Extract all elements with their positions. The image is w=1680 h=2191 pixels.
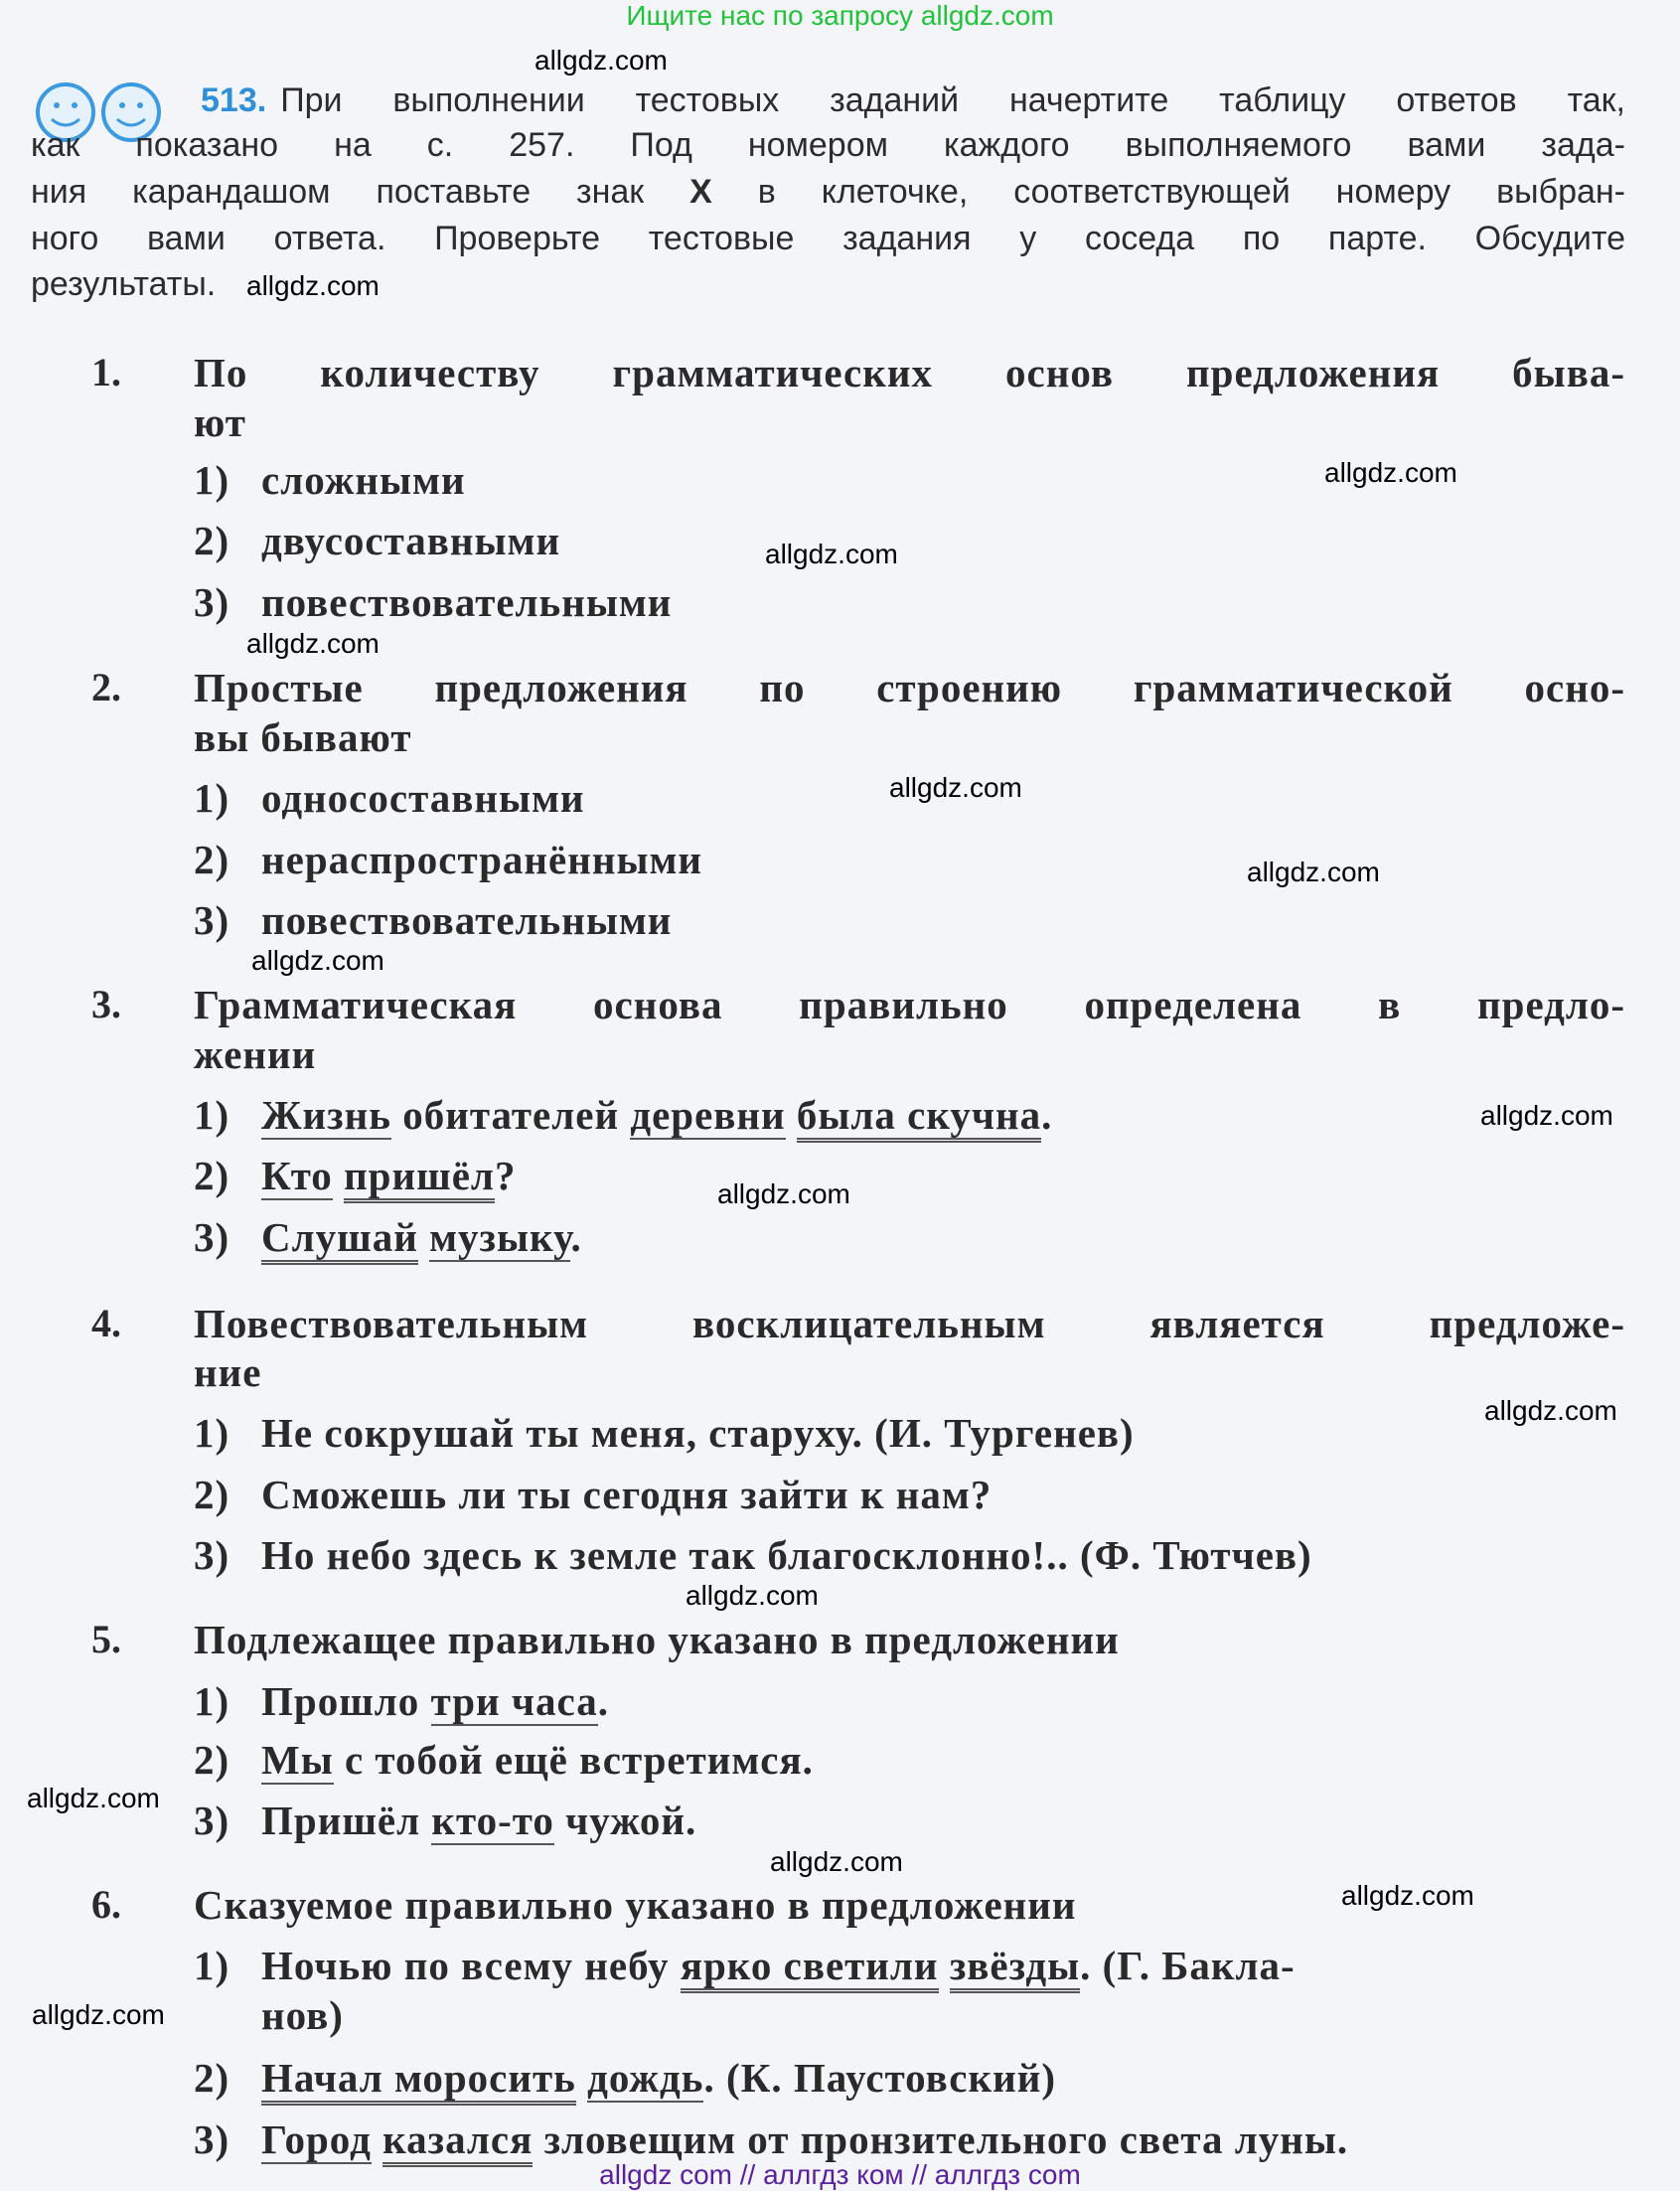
- intro-text: как показано на с. 257. Под номером каждого выполняемого вами зада-: [31, 126, 1625, 164]
- question-text: По количеству грамматических основ предложения быва-: [194, 350, 1625, 395]
- subject-underlined: деревни: [630, 1092, 786, 1138]
- question-text: ют: [194, 399, 246, 445]
- answer-label: 3): [194, 1532, 230, 1578]
- search-hint-banner: Ищите нас по запросу allgdz.com: [626, 0, 1054, 31]
- watermark-text: allgdz.com: [246, 270, 380, 301]
- watermark-text: allgdz.com: [535, 45, 668, 76]
- answer-text: Но небо здесь к земле так благосклонно!.. (Ф. Тютчев): [261, 1532, 1312, 1578]
- answer-continuation: нов): [261, 1992, 344, 2038]
- answer-option: [194, 1942, 1296, 1988]
- answer-text: [576, 2055, 587, 2101]
- answer-label: 2): [194, 1153, 230, 1198]
- question-text: ние: [194, 1349, 262, 1395]
- question-number: 1.: [91, 350, 121, 394]
- answer-text: [418, 1214, 429, 1260]
- answer-label: 3): [194, 2116, 230, 2162]
- answer-text: Сможешь ли ты сегодня зайти к нам?: [261, 1472, 993, 1517]
- answer-option: [194, 1409, 1135, 1456]
- answer-text: Ночью по всему небу: [261, 1943, 681, 1988]
- answer-option: [194, 1091, 1053, 1138]
- intro-text: ния карандашом поставьте знак: [31, 173, 690, 211]
- answer-option: [194, 578, 673, 625]
- answer-text: нераспространёнными: [261, 837, 703, 882]
- intro-line: [31, 220, 1625, 263]
- answer-option: [194, 1471, 993, 1517]
- answer-option: [194, 1736, 814, 1783]
- answer-label: 2): [194, 1472, 230, 1517]
- question-text: Грамматическая основа правильно определена в предло-: [194, 982, 1625, 1027]
- answer-label: 2): [194, 518, 230, 563]
- watermark-text: allgdz.com: [246, 628, 380, 659]
- answer-label: 1): [194, 775, 230, 821]
- answer-text: Прошло: [261, 1678, 431, 1724]
- answer-label: 2): [194, 837, 230, 882]
- answer-text: [939, 1943, 950, 1988]
- subject-underlined: музыку: [429, 1214, 571, 1260]
- answer-text: .: [570, 1214, 582, 1260]
- answer-text: с тобой ещё встретимся.: [333, 1737, 814, 1783]
- answer-text: [372, 2116, 382, 2162]
- answer-text: повествовательными: [261, 579, 673, 625]
- intro-text: результаты.: [31, 265, 217, 303]
- answer-option: [194, 1531, 1312, 1578]
- predicate-underlined: была скучна: [797, 1092, 1041, 1143]
- answer-option: [194, 1152, 517, 1198]
- watermark-text: allgdz.com: [717, 1178, 850, 1209]
- subject-underlined: Кто: [261, 1153, 333, 1198]
- question-number: 4.: [91, 1301, 121, 1345]
- predicate-underlined: Слушай: [261, 1214, 418, 1265]
- answer-text: [333, 1153, 344, 1198]
- answer-option: [194, 774, 585, 821]
- answer-text: повествовательными: [261, 897, 673, 943]
- watermark-text: allgdz.com: [1324, 457, 1457, 488]
- answer-text: двусоставными: [261, 518, 561, 563]
- subject-underlined: кто-то: [431, 1798, 554, 1843]
- intro-line: [31, 173, 1625, 217]
- intro-text: ного вами ответа. Проверьте тестовые задания у соседа по парте. Обсудите: [31, 220, 1625, 257]
- answer-option: [194, 2054, 1057, 2101]
- answer-text: . (К. Паустовский): [703, 2055, 1057, 2101]
- watermark-text: allgdz.com: [251, 945, 384, 976]
- predicate-underlined: ярко светили: [681, 1943, 939, 1993]
- answer-label: 1): [194, 457, 230, 503]
- answer-label: 3): [194, 897, 230, 943]
- predicate-underlined: Начал моросить: [261, 2055, 576, 2106]
- intro-text: в клеточке, соответствующей номеру выбран-: [711, 173, 1625, 211]
- watermark-text: allgdz.com: [1341, 1880, 1474, 1911]
- subject-underlined: Жизнь: [261, 1092, 391, 1138]
- question-text: вы бывают: [194, 714, 412, 760]
- watermark-text: allgdz.com: [770, 1846, 903, 1877]
- answer-option: [194, 456, 466, 503]
- subject-underlined: дождь: [587, 2055, 704, 2101]
- answer-text: ?: [494, 1153, 517, 1198]
- predicate-underlined: звёзды: [950, 1943, 1080, 1993]
- subject-underlined: три часа: [430, 1678, 598, 1724]
- watermark-text: allgdz.com: [889, 772, 1022, 803]
- answer-label: 2): [194, 1737, 230, 1783]
- watermark-text: allgdz.com: [32, 1999, 165, 2030]
- answer-text: . (Г. Бакла-: [1080, 1943, 1296, 1988]
- answer-text: Не сокрушай ты меня, старуху. (И. Тургенев): [261, 1410, 1135, 1456]
- answer-text: односоставными: [261, 775, 585, 821]
- intro-line: [31, 126, 1625, 170]
- answer-text: Пришёл: [261, 1798, 432, 1843]
- answer-label: 1): [194, 1943, 230, 1988]
- answer-option: [194, 836, 703, 882]
- answer-text: обитателей: [390, 1092, 631, 1138]
- watermark-text: allgdz.com: [765, 539, 898, 569]
- answer-option: [194, 1677, 609, 1724]
- answer-option: [194, 896, 673, 943]
- question-number: 3.: [91, 982, 121, 1026]
- question-number: 2.: [91, 665, 121, 709]
- intro-text: При выполнении тестовых заданий начертите таблицу ответов так,: [280, 81, 1625, 119]
- subject-underlined: Мы: [261, 1737, 334, 1783]
- exercise-number: 513.: [201, 81, 267, 119]
- answer-text: .: [1041, 1092, 1053, 1138]
- answer-label: 3): [194, 1798, 230, 1843]
- answer-option: [194, 2115, 1349, 2162]
- answer-label: 1): [194, 1410, 230, 1456]
- answer-text: .: [597, 1678, 609, 1724]
- intro-line: [31, 265, 216, 309]
- watermark-text: allgdz.com: [27, 1783, 160, 1813]
- watermark-text: allgdz.com: [1484, 1395, 1617, 1426]
- answer-label: 3): [194, 579, 230, 625]
- answer-option: [194, 1797, 697, 1843]
- answer-option: [194, 517, 561, 563]
- question-text: Простые предложения по строению грамматической осно-: [194, 665, 1625, 710]
- subject-underlined: Город: [261, 2116, 372, 2162]
- mark-symbol: X: [689, 173, 712, 211]
- watermark-text: allgdz.com: [1247, 857, 1380, 887]
- answer-option: [194, 1213, 582, 1260]
- predicate-underlined: пришёл: [344, 1153, 495, 1203]
- answer-label: 1): [194, 1092, 230, 1138]
- answer-label: 2): [194, 2055, 230, 2101]
- answer-text: чужой.: [553, 1798, 697, 1843]
- question-text: Сказуемое правильно указано в предложении: [194, 1882, 1077, 1928]
- watermark-text: allgdz.com: [686, 1580, 819, 1611]
- question-number: 6.: [91, 1882, 121, 1927]
- answer-text: сложными: [261, 457, 466, 503]
- answer-label: 3): [194, 1214, 230, 1260]
- question-text: жении: [194, 1031, 317, 1077]
- answer-label: 1): [194, 1678, 230, 1724]
- footer-watermark: allgdz com // аллгдз ком // аллгдз com: [599, 2159, 1081, 2190]
- answer-text: зловещим от пронзительного света луны.: [533, 2116, 1349, 2162]
- intro-line: [201, 81, 1625, 125]
- question-text: Подлежащее правильно указано в предложении: [194, 1617, 1120, 1662]
- question-number: 5.: [91, 1617, 121, 1661]
- question-text: Повествовательным восклицательным является предложе-: [194, 1301, 1625, 1346]
- answer-text: [786, 1092, 797, 1138]
- watermark-text: allgdz.com: [1480, 1100, 1613, 1131]
- predicate-underlined: казался: [382, 2116, 533, 2167]
